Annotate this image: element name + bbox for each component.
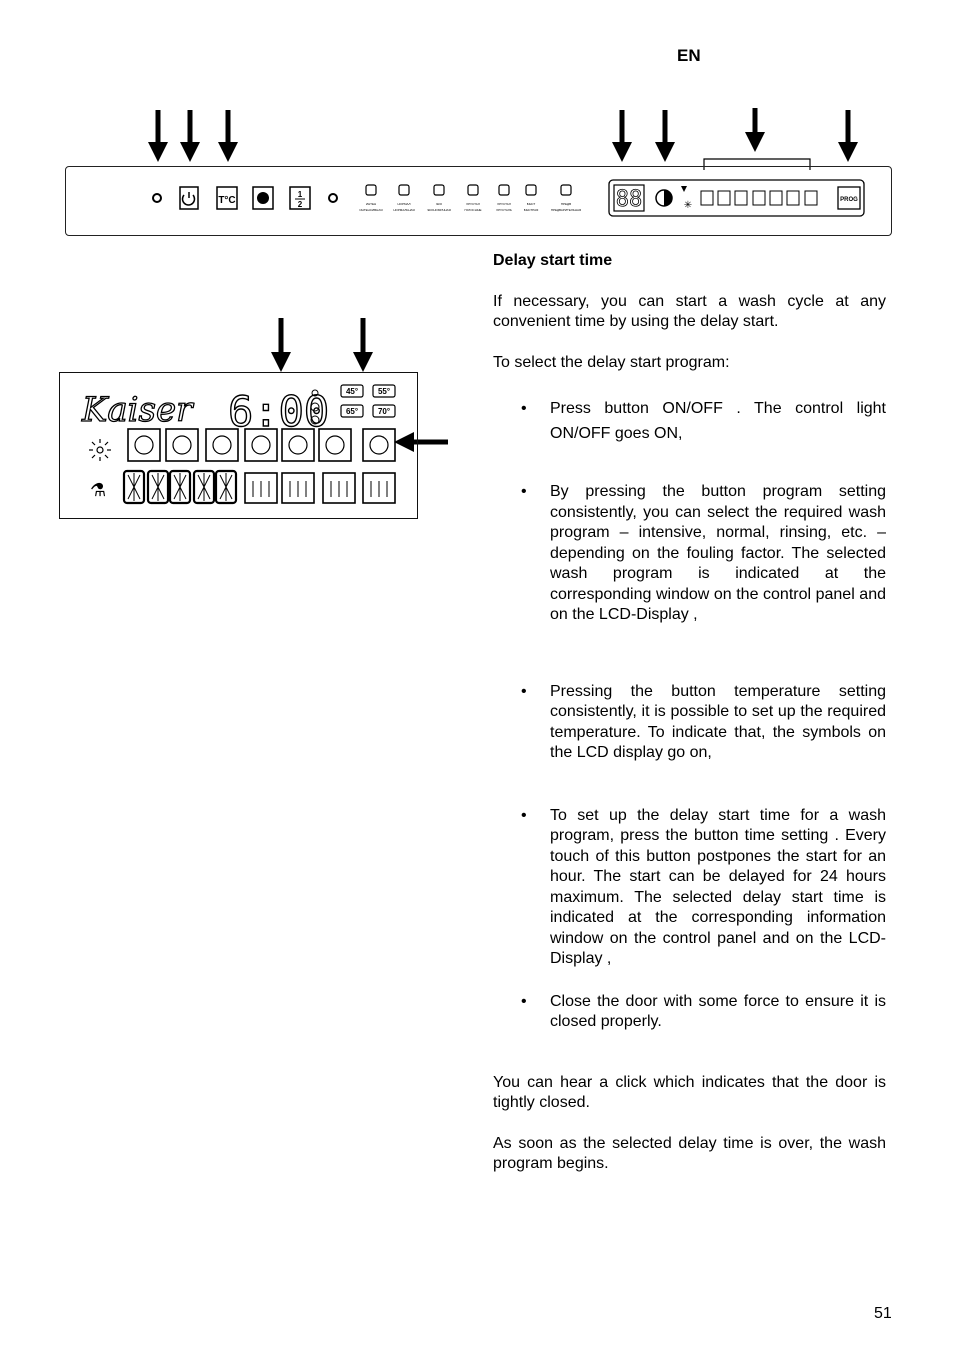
click-paragraph: You can hear a click which indicates that the door is tightly closed.	[493, 1073, 886, 1111]
lcd-phase-row	[245, 473, 395, 503]
list-item: • Close the door with some force to ensure it is closed properly.	[493, 992, 886, 1033]
indicator-light-icon	[153, 194, 161, 202]
temperature-value: 45°	[345, 387, 359, 396]
program-label: НОРМАЛЬНАЯ	[393, 208, 415, 212]
program-label: БЫСТ	[526, 202, 536, 206]
language-code: EN	[677, 46, 701, 65]
program-indicators	[360, 185, 582, 212]
brand-logo: Kaiser	[82, 390, 193, 430]
program-label: ХРУСТАЛ	[497, 202, 511, 206]
program-icon	[399, 185, 409, 195]
program-label: ИНТЕН	[365, 202, 377, 206]
temperature-badge	[373, 385, 395, 397]
temperature-badge	[373, 405, 395, 417]
icon-frame	[363, 429, 395, 461]
program-indicator	[393, 185, 414, 212]
list-item: • Pressing the button temperature setting consistently, it is possible to set up the required temperature. To indicate that, the symbols on the LCD display go on,	[493, 682, 886, 764]
program-label: ПРЕДВ	[560, 202, 572, 206]
display-program-icon	[770, 191, 782, 205]
display-program-icon	[787, 191, 799, 205]
segment-digit	[124, 471, 144, 503]
instructions	[493, 250, 886, 1175]
program-button[interactable]	[253, 187, 273, 209]
rinse-aid-icon	[681, 186, 687, 192]
final-paragraph: As soon as the selected delay time is over, the wash program begins.	[493, 1134, 886, 1172]
salt-icon: ✳	[683, 200, 693, 211]
lcd-segment-digits	[124, 471, 236, 503]
temperature-value: 65°	[345, 407, 359, 416]
list-item: • By pressing the button program setting consistently, you can select the required wash program – intensive, normal, rinsing, etc. – depending on the fouling factor. The selected wash program is indicated at the corresponding window on the control panel and on the LCD-Display ,	[493, 482, 886, 626]
program-icon	[499, 185, 509, 195]
temperature-badge	[341, 405, 363, 417]
program-label: ПРЕДВАРИТЕЛЬНАЯ	[550, 208, 582, 212]
control-panel	[65, 166, 892, 236]
list-item: • Press button ON/OFF . The control light ON/OFF goes ON,	[493, 396, 886, 446]
list-item: • To set up the delay start time for a wash program, press the button time setting . Every touch of this button postpones the start for an hour. The start can be delayed for 24 hours maximum. The selected delay start time is indicated at the corresponding information window on the control panel and on the LCD-Display ,	[493, 806, 886, 970]
icon-shape	[213, 436, 231, 454]
icon-shape	[252, 436, 270, 454]
icon-shape	[135, 436, 153, 454]
segment-digit	[148, 471, 168, 503]
lcd-phase-icon	[363, 473, 395, 503]
lcd-program-icon	[128, 429, 160, 461]
svg-text:1: 1	[297, 190, 303, 199]
program-indicator	[496, 185, 512, 212]
segment-digit	[216, 471, 236, 503]
segment-digit	[170, 471, 190, 503]
segment-digit	[194, 471, 214, 503]
temperature-value: 55°	[377, 387, 391, 396]
icon-shape	[173, 436, 191, 454]
display-program-icon	[735, 191, 747, 205]
steps-list	[493, 396, 886, 1033]
program-label: ГОЛОСНЫЕ	[464, 208, 482, 212]
lcd-program-icon	[166, 429, 198, 461]
program-label: ЭКО	[435, 202, 443, 206]
temperature-value: 70°	[377, 407, 391, 416]
lcd-time: 6:00	[228, 387, 330, 436]
program-icon	[526, 185, 536, 195]
icon-shape	[370, 436, 388, 454]
program-icon	[561, 185, 571, 195]
program-indicator	[427, 185, 451, 212]
sun-icon	[89, 439, 111, 461]
page-number: 51	[874, 1305, 892, 1322]
program-label: ЭКОНОМИЧНАЯ	[427, 208, 451, 212]
program-label: БЫСТРАЯ	[523, 208, 539, 212]
svg-text:PROG: PROG	[840, 197, 858, 203]
rinse-aid-icon: ⚗	[90, 480, 107, 501]
lcd-program-icon	[363, 429, 395, 461]
lcd-phase-icon	[323, 473, 355, 503]
icon-frame	[128, 429, 160, 461]
program-icon	[366, 185, 376, 195]
temperature-badge	[341, 385, 363, 397]
panel-arrows	[0, 0, 954, 170]
section-heading: Delay start time	[493, 252, 613, 269]
program-label: НОРМАЛ	[397, 202, 411, 206]
program-indicator	[524, 185, 539, 212]
icon-shape	[326, 436, 344, 454]
display-program-icon	[701, 191, 713, 205]
program-indicator	[464, 185, 481, 212]
program-icon	[468, 185, 478, 195]
indicator-light-icon	[329, 194, 337, 202]
program-label: ИНТЕНСИВНАЯ	[359, 208, 383, 212]
temperature-button[interactable]	[217, 187, 237, 209]
icon-shape	[289, 436, 307, 454]
program-indicator	[551, 185, 581, 212]
power-button[interactable]	[180, 187, 198, 209]
half-load-button[interactable]	[290, 187, 310, 209]
lcd-display	[59, 372, 418, 519]
select-paragraph: To select the delay start program:	[493, 353, 730, 371]
lcd-phase-icon	[282, 473, 314, 503]
delay-display: 88	[615, 187, 643, 212]
icon-frame	[166, 429, 198, 461]
display-program-icon	[753, 191, 765, 205]
program-icon	[434, 185, 444, 195]
intro-paragraph: If necessary, you can start a wash cycle at any convenient time by using the delay start.	[493, 292, 886, 330]
svg-text:2: 2	[297, 200, 303, 209]
program-indicator	[360, 185, 383, 212]
display-program-icon	[718, 191, 730, 205]
temperature-label: T°C	[218, 195, 236, 206]
program-label: ХРУСТАЛ	[466, 202, 480, 206]
lcd-temperatures	[341, 385, 395, 417]
lcd-phase-icon	[245, 473, 277, 503]
program-label: ХРУСТАЛЬ	[496, 208, 512, 212]
display-program-icon	[805, 191, 817, 205]
display-frame	[609, 180, 864, 216]
program-icon	[257, 192, 269, 204]
